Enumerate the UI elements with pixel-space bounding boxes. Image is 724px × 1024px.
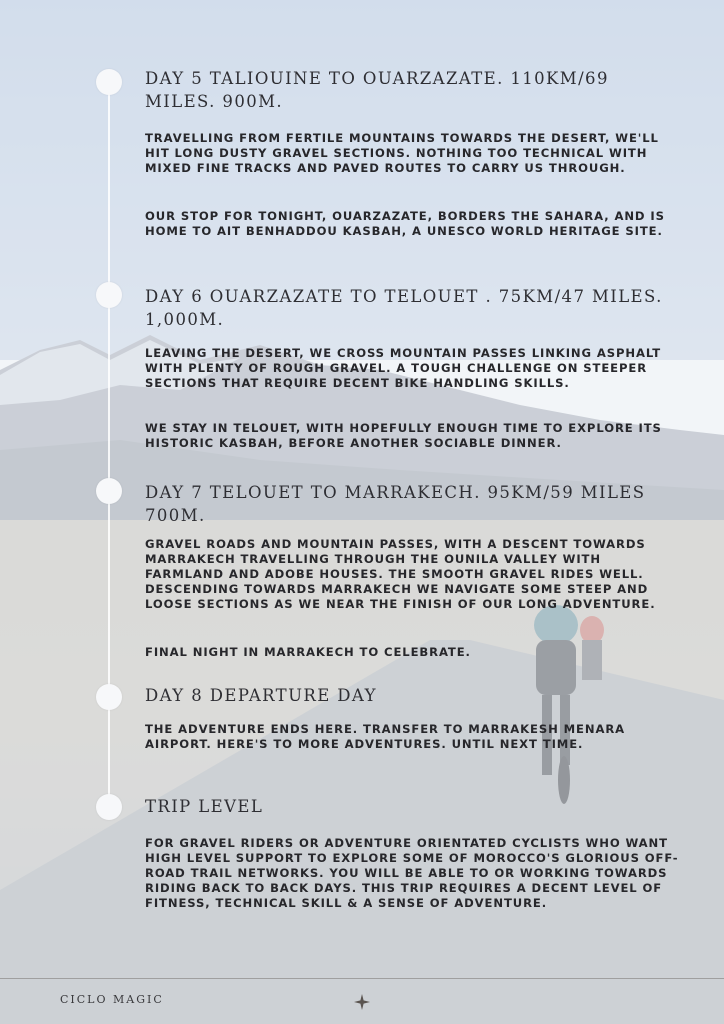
day8-paragraph-1: THE ADVENTURE ENDS HERE. TRANSFER TO MARRAKESH MENARA AIRPORT. HERE'S TO MORE ADVENTURES. UNTIL NEXT TIME.	[145, 722, 626, 751]
day7-paragraph-1: GRAVEL ROADS AND MOUNTAIN PASSES, WITH A DESCENT TOWARDS MARRAKECH TRAVELLING THROUGH THE OUNILA VALLEY WITH FARMLAND AND ADOBE HOUSES. THE SMOOTH GRAVEL RIDES WELL. DESCENDING TOWARDS MARRAKECH WE NAVIGATE SOME STEEP AND LOOSE SECTIONS AS WE NEAR THE FINISH OF OUR LONG ADVENTURE.	[145, 537, 656, 611]
trip-level-paragraph: FOR GRAVEL RIDERS OR ADVENTURE ORIENTATED CYCLISTS WHO WANT HIGH LEVEL SUPPORT TO EXPLORE SOME OF MOROCCO'S GLORIOUS OFF-ROAD TRAIL NETWORKS. YOU WILL BE ABLE TO OR WORKING TOWARDS RIDING BACK TO BACK DAYS. THIS TRIP REQUIRES A DECENT LEVEL OF FITNESS, TECHNICAL SKILL & A SENSE OF ADVENTURE.	[145, 836, 679, 910]
timeline-dot	[96, 684, 122, 710]
timeline-dot	[96, 794, 122, 820]
day6-paragraph-1: LEAVING THE DESERT, WE CROSS MOUNTAIN PASSES LINKING ASPHALT WITH PLENTY OF ROUGH GRAVEL. A TOUGH CHALLENGE ON STEEPER SECTIONS THAT REQUIRE DECENT BIKE HANDLING SKILLS.	[145, 346, 662, 390]
day6-paragraph-2: WE STAY IN TELOUET, WITH HOPEFULLY ENOUGH TIME TO EXPLORE ITS HISTORIC KASBAH, BEFORE ANOTHER SOCIABLE DINNER.	[145, 421, 662, 450]
timeline-dot	[96, 69, 122, 95]
day7-title: DAY 7 TELOUET TO MARRAKECH. 95KM/59 MILES 700M.	[145, 483, 646, 525]
day5-paragraph-2: OUR STOP FOR TONIGHT, OUARZAZATE, BORDERS THE SAHARA, AND IS HOME TO AIT BENHADDOU KASBAH, A UNESCO WORLD HERITAGE SITE.	[145, 209, 665, 238]
day8-title: DAY 8 DEPARTURE DAY	[145, 686, 377, 705]
footer-brand: CICLO MAGIC	[60, 993, 164, 1006]
day6-title: DAY 6 OUARZAZATE TO TELOUET . 75KM/47 MILES. 1,000M.	[145, 287, 663, 329]
day7-paragraph-2: FINAL NIGHT IN MARRAKECH TO CELEBRATE.	[145, 645, 471, 659]
timeline-dot	[96, 282, 122, 308]
trip-level-title: TRIP LEVEL	[145, 797, 264, 816]
day5-title: DAY 5 TALIOUINE TO OUARZAZATE. 110KM/69 MILES. 900M.	[145, 69, 609, 111]
sparkle-star-icon	[352, 992, 372, 1012]
day5-paragraph-1: TRAVELLING FROM FERTILE MOUNTAINS TOWARDS THE DESERT, WE'LL HIT LONG DUSTY GRAVEL SECTIONS. NOTHING TOO TECHNICAL WITH MIXED FINE TRACKS AND PAVED ROUTES TO CARRY US THROUGH.	[145, 131, 659, 175]
footer-divider	[0, 978, 724, 979]
timeline-dot	[96, 478, 122, 504]
